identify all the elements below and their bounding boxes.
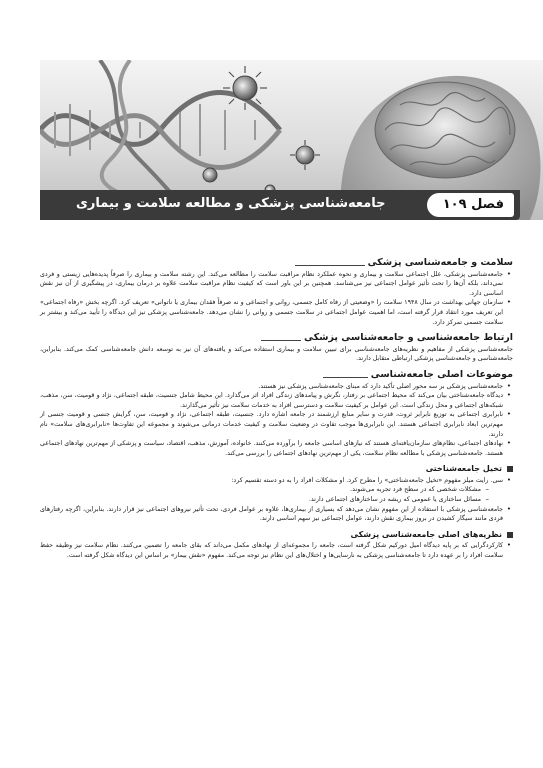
section-heading-text: سلامت و جامعه‌شناسی پزشکی [367, 257, 513, 268]
bullet-list [40, 541, 513, 560]
square-bullet-icon [507, 532, 513, 538]
chapter-banner [40, 190, 520, 220]
section-heading [40, 258, 513, 268]
paragraph: جامعه‌شناسی پزشکی از مفاهیم و نظریه‌های جامعه‌شناسی برای تبیین سلامت و بیماری استفاده می‌کند و یافته‌های آن نیز به توسعه دانش جامعه‌شناسی کمک می‌کند. بنابراین، جامعه‌شناسی و جامعه‌شناسی پزشکی ارتباطی متقابل دارند. [40, 345, 513, 363]
subsection-heading [40, 530, 513, 540]
subsection-imagination [40, 464, 513, 524]
subsection-heading-text: نظریه‌های اصلی جامعه‌شناسی پزشکی [350, 529, 502, 539]
section-relation [40, 333, 513, 364]
section-heading [40, 333, 513, 343]
section-heading-text: موضوعات اصلی جامعه‌شناسی [370, 368, 513, 380]
list-item: • سی. رایت میلز مفهوم «تخیل جامعه‌شناختی» را مطرح کرد. او مشکلات افراد را به دو دسته تقسیم کرد: [40, 476, 503, 486]
section-heading [40, 370, 513, 380]
list-item: • جامعه‌شناسی پزشکی با استفاده از این مفهوم نشان می‌دهد که بسیاری از بیماری‌ها، علاوه بر عوامل فردی، تحت تأثیر نیروهای اجتماعی نیز قرار دارند. بنابراین، اگرچه رفتارهای فردی مانند سیگار کشیدن در بروز بیماری نقش دارند، عوامل اجتماعی نیز سهم اساسی دارند. [40, 505, 503, 524]
nested-list-wrapper [40, 485, 503, 504]
sub-list-item: – مسائل ساختاری یا عمومی که ریشه در ساختارهای اجتماعی دارند. [40, 495, 481, 505]
heading-rule [261, 340, 301, 341]
subsection-heading-text: تخیل جامعه‌شناختی [425, 464, 502, 474]
list-item: • جامعه‌شناسی پزشکی بر سه محور اصلی تأکید دارد که مبنای جامعه‌شناسی پزشکی نیز هستند. [40, 382, 503, 392]
bullet-list [40, 476, 513, 524]
heading-rule [323, 377, 368, 378]
chapter-title: جامعه‌شناسی پزشکی و مطالعه سلامت و بیماری [76, 196, 386, 211]
section-heading-text: ارتباط جامعه‌شناسی و جامعه‌شناسی پزشکی [303, 332, 513, 344]
square-bullet-icon [507, 466, 513, 472]
chapter-content [40, 258, 513, 567]
list-item: • جامعه‌شناسی پزشکی، علل اجتماعی سلامت و بیماری و نحوه عملکرد نظام مراقبت سلامت را مطالعه می‌کند. این رشته سلامت و بیماری را صرفاً پدیده‌هایی زیستی و فردی نمی‌داند، بلکه آن‌ها را تحت تأثیر عوامل اجتماعی نیز می‌شناسد. همچنین بر این باور است که کیفیت نظام مراقبت سلامت علاوه بر درمان بیماری، در پیشگیری از آن نیز نقش اساسی دارد. [40, 270, 503, 299]
subsection-theories [40, 530, 513, 561]
list-item: • دیدگاه جامعه‌شناختی بیان می‌کند که محیط اجتماعی بر رفتار، نگرش و پیامدهای زندگی افراد اثر می‌گذارد. این محیط شامل جنسیت، طبقه اجتماعی، نژاد و قومیت، سن، مذهب، شبکه‌های اجتماعی و محل زندگی است. این عوامل بر کیفیت سلامت و دسترسی افراد به خدمات سلامت نیز تأثیر می‌گذارند. [40, 391, 503, 410]
list-item: • نهادهای اجتماعی، نظام‌های سازمان‌یافته‌ای هستند که نیازهای اساسی جامعه را برآورده می‌کنند. خانواده، آموزش، مذهب، اقتصاد، سیاست و پزشکی از مهم‌ترین نهادهای اجتماعی هستند. جامعه‌شناسی پزشکی با مطالعه نظام سلامت، یکی از مهم‌ترین نهادهای اجتماعی را بررسی می‌کند. [40, 439, 503, 458]
section-topics [40, 370, 513, 458]
bullet-list [40, 270, 513, 328]
sub-list-item: – مشکلات شخصی که در سطح فرد تجربه می‌شوند. [40, 485, 481, 495]
section-health [40, 258, 513, 327]
list-item: • کارکردگرایی که بر پایه دیدگاه امیل دورکیم شکل گرفته است، جامعه را مجموعه‌ای از نهادهای مکمل می‌داند که بقای جامعه را تضمین می‌کنند. نظام سلامت نیز وظیفه حفظ سلامت افراد را بر عهده دارد تا جامعه‌شناسی پزشکی به نارسایی‌ها و اختلال‌های این نظام نیز توجه می‌کند. مفهوم «نقش بیمار» بر اساس این دیدگاه شکل گرفته است. [40, 541, 503, 560]
bullet-list [40, 382, 513, 459]
list-item: • نابرابری اجتماعی به توزیع نابرابر ثروت، قدرت و سایر منابع ارزشمند در جامعه اشاره دارد. جنسیت، طبقه اجتماعی، نژاد و قومیت، سن، گرایش جنسی و قومیت جنسی از مهم‌ترین ابعاد نابرابری اجتماعی هستند. این نابرابری‌ها موجب تفاوت در وضعیت سلامت و کیفیت خدمات درمانی می‌شوند و مجموعه این تفاوت‌ها «نابرابری‌های سلامت» نام دارند. [40, 410, 503, 439]
list-item: • سازمان جهانی بهداشت در سال ۱۹۴۸ سلامت را «وضعیتی از رفاه کامل جسمی، روانی و اجتماعی و نه صرفاً فقدان بیماری یا ناتوانی» تعریف کرد. اگرچه بخش «رفاه اجتماعی» این تعریف مورد انتقاد قرار گرفته است، اما اهمیت عوامل اجتماعی در سلامت جسمی و روانی را نشان می‌دهد. جامعه‌شناسی پزشکی نیز این دیدگاه را تأیید می‌کند و بیشتر بر سلامت جسمی تمرکز دارد. [40, 298, 503, 327]
heading-rule [295, 265, 365, 266]
subsection-heading [40, 464, 513, 474]
chapter-number: فصل ۱۰۹ [427, 193, 514, 217]
sub-list [40, 485, 503, 504]
